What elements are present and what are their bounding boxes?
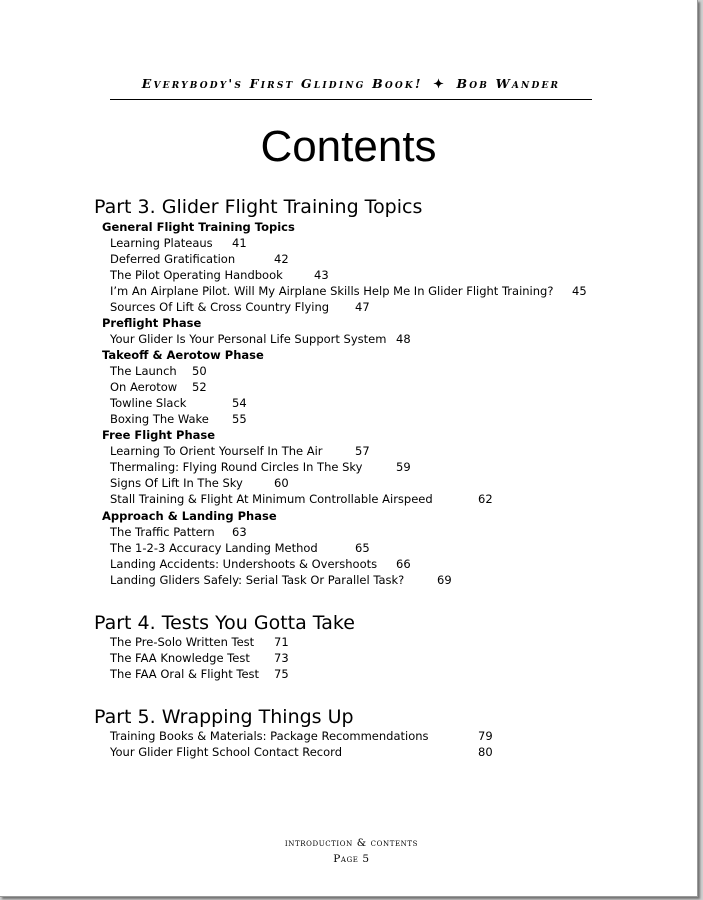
toc-page-number: 66 — [396, 557, 411, 571]
toc-page-number: 54 — [232, 396, 247, 410]
toc-entry[interactable] — [110, 634, 289, 650]
footer-page-number: Page 5 — [333, 853, 370, 865]
toc-entry-label: Boxing The Wake — [110, 412, 209, 426]
toc-entry[interactable] — [110, 491, 493, 507]
toc-page-number: 65 — [355, 541, 370, 555]
toc-entry[interactable] — [110, 556, 411, 572]
toc-page-number: 80 — [478, 745, 493, 759]
toc-page-number: 63 — [232, 525, 247, 539]
toc-entry-label: Your Glider Is Your Personal Life Support System — [110, 332, 387, 346]
toc-entry[interactable] — [110, 540, 370, 556]
toc-entry[interactable] — [110, 572, 452, 588]
footer-section-label: introduction & contents — [284, 837, 419, 849]
section-heading: General Flight Training Topics — [102, 220, 295, 234]
toc-entry[interactable] — [110, 267, 329, 283]
toc-page-number: 75 — [274, 667, 289, 681]
toc-entry-label: Landing Gliders Safely: Serial Task Or Parallel Task? — [110, 573, 405, 587]
toc-entry[interactable] — [110, 524, 247, 540]
section-heading: Approach & Landing Phase — [102, 509, 277, 523]
toc-page-number: 73 — [274, 651, 289, 665]
toc-entry-label: Landing Accidents: Undershoots & Overshoots — [110, 557, 378, 571]
toc-entry[interactable] — [110, 475, 289, 491]
toc-entry[interactable] — [110, 299, 370, 315]
toc-page-number: 50 — [192, 364, 207, 378]
toc-entry-label: Thermaling: Flying Round Circles In The Sky — [110, 460, 363, 474]
toc-page-number: 62 — [478, 492, 493, 506]
toc-entry[interactable] — [110, 728, 493, 744]
toc-page-number: 52 — [192, 380, 207, 394]
toc-entry-label: Sources Of Lift & Cross Country Flying — [110, 300, 330, 314]
header-author: Bob Wander — [456, 76, 561, 91]
toc-entry[interactable] — [110, 744, 493, 760]
toc-entry-label: The FAA Knowledge Test — [110, 651, 250, 665]
section-heading: Free Flight Phase — [102, 428, 216, 442]
diamond-icon: ✦ — [433, 76, 446, 91]
section-heading: Takeoff & Aerotow Phase — [102, 348, 264, 362]
toc-entry-label: I’m An Airplane Pilot. Will My Airplane Skills Help Me In Glider Flight Training? — [110, 284, 554, 298]
toc-page-number: 79 — [478, 729, 493, 743]
toc-entry-label: Training Books & Materials: Package Recommendations — [110, 729, 429, 743]
toc-page-number: 60 — [274, 476, 289, 490]
toc-entry[interactable] — [110, 331, 411, 347]
toc-entry[interactable] — [110, 443, 370, 459]
toc-page-number: 69 — [437, 573, 452, 587]
toc-page-number: 45 — [572, 284, 587, 298]
part-heading: Part 4. Tests You Gotta Take — [94, 612, 355, 634]
toc-entry[interactable] — [110, 363, 207, 379]
toc-page-number: 71 — [274, 635, 289, 649]
toc-entry-label: Signs Of Lift In The Sky — [110, 476, 243, 490]
toc-page-number: 43 — [314, 268, 329, 282]
toc-entry-label: The Traffic Pattern — [110, 525, 215, 539]
toc-entry[interactable] — [110, 251, 289, 267]
toc-entry-label: On Aerotow — [110, 380, 178, 394]
page-title: Contents — [260, 122, 437, 171]
toc-entry-label: Your Glider Flight School Contact Record — [110, 745, 342, 759]
part-heading: Part 3. Glider Flight Training Topics — [94, 196, 423, 218]
header-book-title: Everybody's First Gliding Book! — [141, 76, 423, 91]
part-heading: Part 5. Wrapping Things Up — [94, 706, 354, 728]
toc-entry-label: The FAA Oral & Flight Test — [110, 667, 260, 681]
toc-page-number: 55 — [232, 412, 247, 426]
toc-entry[interactable] — [110, 235, 247, 251]
toc-page-number: 47 — [355, 300, 370, 314]
toc-entry[interactable] — [110, 379, 207, 395]
toc-page-number: 59 — [396, 460, 411, 474]
toc-entry-label: The 1-2-3 Accuracy Landing Method — [110, 541, 318, 555]
toc-entry-label: Stall Training & Flight At Minimum Controllable Airspeed — [110, 492, 433, 506]
toc-entry[interactable] — [110, 395, 247, 411]
toc-page-number: 48 — [396, 332, 411, 346]
toc-page-number: 41 — [232, 236, 247, 250]
toc-entry-label: The Pre-Solo Written Test — [110, 635, 255, 649]
section-heading: Preflight Phase — [102, 316, 202, 330]
toc-page-number: 57 — [355, 444, 370, 458]
toc-entry[interactable] — [110, 411, 247, 427]
toc-entry-label: Learning To Orient Yourself In The Air — [110, 444, 323, 458]
toc-entry-label: Learning Plateaus — [110, 236, 213, 250]
toc-page-number: 42 — [274, 252, 289, 266]
running-header — [110, 73, 592, 100]
toc-entry-label: The Launch — [110, 364, 177, 378]
toc-entry[interactable] — [110, 650, 289, 666]
toc-entry-label: Towline Slack — [110, 396, 187, 410]
toc-entry[interactable] — [110, 283, 587, 299]
toc-entry-label: Deferred Gratification — [110, 252, 236, 266]
toc-entry-label: The Pilot Operating Handbook — [110, 268, 283, 282]
toc-entry[interactable] — [110, 666, 289, 682]
toc-entry[interactable] — [110, 459, 411, 475]
